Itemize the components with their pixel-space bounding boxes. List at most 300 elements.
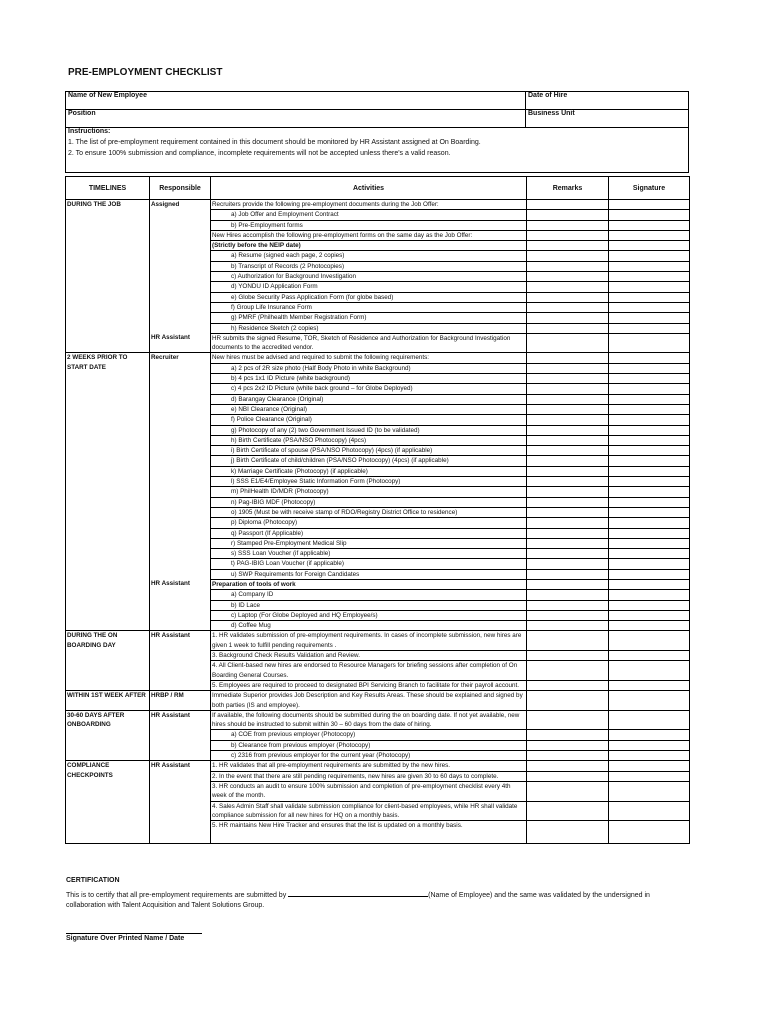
timeline-cell: COMPLIANCE CHECKPOINTS (66, 761, 150, 844)
table-row (66, 730, 690, 740)
responsible-cell (150, 621, 211, 631)
timeline-cell: WITHIN 1ST WEEK AFTER (66, 691, 150, 711)
responsible-cell (150, 801, 211, 821)
activity-cell: u) SWP Requirements for Foreign Candidates (211, 569, 527, 579)
table-row (66, 497, 690, 507)
activity-cell: c) Laptop (For Globe Deployed and HQ Employee/s) (211, 610, 527, 620)
table-row (66, 771, 690, 781)
employee-header-table (65, 91, 689, 173)
responsible-cell (150, 821, 211, 844)
signature-cell[interactable] (609, 549, 690, 559)
employee-name-label: Name of New Employee (68, 92, 147, 99)
remarks-cell[interactable] (527, 487, 609, 497)
table-row (66, 446, 690, 456)
table-row (66, 210, 690, 220)
table-row (66, 761, 690, 771)
activity-cell: a) Company ID (211, 590, 527, 600)
signature-cell[interactable] (609, 384, 690, 394)
signature-cell[interactable] (609, 456, 690, 466)
responsible-cell (150, 610, 211, 620)
remarks-cell[interactable] (527, 374, 609, 384)
signature-cell[interactable] (609, 600, 690, 610)
remarks-cell[interactable] (527, 569, 609, 579)
column-header-activities: Activities (211, 177, 527, 200)
responsible-cell (150, 466, 211, 476)
table-row (66, 384, 690, 394)
table-row (66, 590, 690, 600)
activity-cell: s) SSS Loan Voucher (if applicable) (211, 549, 527, 559)
timeline-cell: DURING THE JOB (66, 200, 150, 353)
table-row (66, 261, 690, 271)
signature-cell[interactable] (609, 292, 690, 302)
signature-cell[interactable] (609, 446, 690, 456)
remarks-cell[interactable] (527, 241, 609, 251)
activity-cell: 5. Employees are required to proceed to designated BPI Servicing Branch to facilitate for their payroll account. (211, 680, 527, 690)
remarks-cell[interactable] (527, 740, 609, 750)
remarks-cell[interactable] (527, 261, 609, 271)
activity-cell: 4. Sales Admin Staff shall validate submission compliance for client-based employees, while HR shall validate compliance submission for all new hires for HQ on a monthly basis. (211, 801, 527, 821)
activity-cell: b) Transcript of Records (2 Photocopies) (211, 261, 527, 271)
table-row (66, 600, 690, 610)
responsible-cell (150, 210, 211, 220)
remarks-cell[interactable] (527, 590, 609, 600)
responsible-cell (150, 394, 211, 404)
activity-cell: o) 1905 (Must be with receive stamp of RDO/Registry District Office to residence) (211, 507, 527, 517)
activity-cell: g) PMRF (Philhealth Member Registration Form) (211, 313, 527, 323)
responsible-cell: HR Assistant (151, 580, 190, 588)
responsible-cell: HR Assistant (150, 761, 211, 771)
signature-cell[interactable] (609, 333, 690, 353)
responsible-cell (150, 781, 211, 801)
remarks-cell[interactable] (527, 384, 609, 394)
signature-cell[interactable] (609, 569, 690, 579)
table-row (66, 251, 690, 261)
remarks-cell[interactable] (527, 251, 609, 261)
instructions-label: Instructions: (68, 128, 111, 135)
responsible-cell (150, 374, 211, 384)
activity-cell: c) Authorization for Background Investigation (211, 272, 527, 282)
column-header-timelines: TIMELINES (66, 177, 150, 200)
signature-cell[interactable] (609, 661, 690, 681)
table-row (66, 821, 690, 844)
responsible-cell: Recruiter (150, 353, 211, 363)
activity-cell: 1. HR validates that all pre-employment requirements are submitted by the new hires. (211, 761, 527, 771)
remarks-cell[interactable] (527, 497, 609, 507)
responsible-cell (150, 771, 211, 781)
remarks-cell[interactable] (527, 313, 609, 323)
responsible-cell (150, 497, 211, 507)
table-row (66, 292, 690, 302)
table-row (66, 661, 690, 681)
signature-cell[interactable] (609, 323, 690, 333)
position-label: Position (68, 110, 96, 117)
responsible-cell (150, 363, 211, 373)
remarks-cell[interactable] (527, 751, 609, 761)
activity-cell: t) PAG-IBIG Loan Voucher (if applicable) (211, 559, 527, 569)
signature-cell[interactable] (609, 801, 690, 821)
activity-cell: p) Diploma (Photocopy) (211, 518, 527, 528)
responsible-cell (150, 323, 211, 333)
remarks-cell[interactable] (527, 528, 609, 538)
signature-cell[interactable] (609, 353, 690, 363)
remarks-cell[interactable] (527, 353, 609, 363)
remarks-cell[interactable] (527, 272, 609, 282)
activity-cell: e) Globe Security Pass Application Form (for globe based) (211, 292, 527, 302)
responsible-cell (150, 384, 211, 394)
responsible-cell: HR Assistant (151, 334, 190, 342)
activity-cell: i) Birth Certificate of spouse (PSA/NSO Photocopy) (4pcs) (if applicable) (211, 446, 527, 456)
signature-cell[interactable] (609, 821, 690, 844)
remarks-cell[interactable] (527, 559, 609, 569)
activity-cell: h) Residence Sketch (2 copies) (211, 323, 527, 333)
date-of-hire-field[interactable] (526, 92, 689, 110)
activity-cell: j) Birth Certificate of child/children (PSA/NSO Photocopy) (4pcs) (if applicable) (211, 456, 527, 466)
signature-cell[interactable] (609, 610, 690, 620)
activity-cell: Preparation of tools of work (211, 579, 527, 589)
table-row (66, 363, 690, 373)
activity-cell: a) COE from previous employer (Photocopy) (211, 730, 527, 740)
signature-cell[interactable] (609, 435, 690, 445)
remarks-cell[interactable] (527, 425, 609, 435)
responsible-cell (150, 302, 211, 312)
table-row (66, 415, 690, 425)
table-row (66, 631, 690, 651)
activity-cell: 3. Background Check Results Validation and Review. (211, 651, 527, 661)
responsible-cell (150, 487, 211, 497)
page-title: PRE-EMPLOYMENT CHECKLIST (68, 67, 223, 78)
table-row (66, 751, 690, 761)
remarks-cell[interactable] (527, 631, 609, 651)
remarks-cell[interactable] (527, 230, 609, 240)
table-row (66, 230, 690, 240)
remarks-cell[interactable] (527, 600, 609, 610)
signature-cell[interactable] (609, 261, 690, 271)
signature-cell[interactable] (609, 477, 690, 487)
remarks-cell[interactable] (527, 538, 609, 548)
remarks-cell[interactable] (527, 363, 609, 373)
remarks-cell[interactable] (527, 579, 609, 589)
signature-cell[interactable] (609, 771, 690, 781)
signature-cell[interactable] (609, 528, 690, 538)
responsible-cell (150, 528, 211, 538)
remarks-cell[interactable] (527, 710, 609, 730)
signature-cell[interactable] (609, 466, 690, 476)
table-row (66, 680, 690, 690)
table-row (66, 272, 690, 282)
remarks-cell[interactable] (527, 610, 609, 620)
responsible-cell (150, 261, 211, 271)
table-row (66, 353, 690, 363)
responsible-cell (150, 730, 211, 740)
remarks-cell[interactable] (527, 771, 609, 781)
signature-cell[interactable] (609, 200, 690, 210)
signature-cell[interactable] (609, 761, 690, 771)
employee-name-blank[interactable] (288, 889, 428, 897)
remarks-cell[interactable] (527, 394, 609, 404)
activity-cell: New hires must be advised and required to submit the following requirements: (211, 353, 527, 363)
signature-cell[interactable] (609, 710, 690, 730)
signature-cell[interactable] (609, 282, 690, 292)
signature-cell[interactable] (609, 302, 690, 312)
signature-line[interactable] (66, 933, 202, 934)
remarks-cell[interactable] (527, 477, 609, 487)
remarks-cell[interactable] (527, 435, 609, 445)
remarks-cell[interactable] (527, 220, 609, 230)
table-row (66, 282, 690, 292)
responsible-cell (150, 435, 211, 445)
signature-cell[interactable] (609, 394, 690, 404)
remarks-cell[interactable] (527, 661, 609, 681)
signature-label: Signature Over Printed Name / Date (66, 935, 185, 942)
certification-text (66, 889, 666, 911)
table-row (66, 477, 690, 487)
activity-cell: g) Photocopy of any (2) two Government Issued ID (to be validated) (211, 425, 527, 435)
responsible-cell (150, 507, 211, 517)
responsible-cell (150, 518, 211, 528)
column-header-responsible: Responsible (150, 177, 211, 200)
responsible-cell (150, 230, 211, 240)
table-row (66, 801, 690, 821)
activity-cell: New Hires accomplish the following pre-employment forms on the same day as the Job Offer: (211, 230, 527, 240)
table-row (66, 710, 690, 730)
table-row (66, 507, 690, 517)
remarks-cell[interactable] (527, 691, 609, 711)
activity-cell: d) Barangay Clearance (Original) (211, 394, 527, 404)
activity-cell: m) PhilHealth ID/MDR (Photocopy) (211, 487, 527, 497)
table-row (66, 333, 690, 353)
signature-cell[interactable] (609, 680, 690, 690)
table-row (66, 487, 690, 497)
remarks-cell[interactable] (527, 549, 609, 559)
table-row (66, 538, 690, 548)
responsible-cell (150, 292, 211, 302)
table-row (66, 518, 690, 528)
table-row (66, 781, 690, 801)
activity-cell: c) 2316 from previous employer for the current year (Photocopy) (211, 751, 527, 761)
table-row (66, 425, 690, 435)
table-row (66, 456, 690, 466)
responsible-cell (150, 651, 211, 661)
instruction-1: 1. The list of pre-employment requirement contained in this document should be monitored by HR Assistant assigned at On Boarding. (68, 139, 481, 146)
signature-cell[interactable] (609, 241, 690, 251)
responsible-cell (150, 415, 211, 425)
remarks-cell[interactable] (527, 761, 609, 771)
activity-cell: 4. All Client-based new hires are endorsed to Resource Managers for briefing sessions after completion of On Boarding General Courses. (211, 661, 527, 681)
activity-cell: d) Coffee Mug (211, 621, 527, 631)
remarks-cell[interactable] (527, 446, 609, 456)
column-header-signature: Signature (609, 177, 690, 200)
remarks-cell[interactable] (527, 282, 609, 292)
activity-cell: b) Clearance from previous employer (Photocopy) (211, 740, 527, 750)
activity-cell: HR submits the signed Resume, TOR, Sketch of Residence and Authorization for Background Investigation documents to the accredited vendor. (211, 333, 527, 353)
table-row (66, 740, 690, 750)
remarks-cell[interactable] (527, 821, 609, 844)
table-row (66, 323, 690, 333)
responsible-cell (150, 740, 211, 750)
activity-cell: b) ID Lace (211, 600, 527, 610)
remarks-cell[interactable] (527, 730, 609, 740)
signature-cell[interactable] (609, 507, 690, 517)
responsible-cell (150, 272, 211, 282)
activity-cell: h) Birth Certificate (PSA/NSO Photocopy) (4pcs) (211, 435, 527, 445)
column-header-remarks: Remarks (527, 177, 609, 200)
activity-cell: (Strictly before the NEIP date) (211, 241, 527, 251)
instructions-block (66, 128, 689, 173)
activity-cell: e) NBI Clearance (Original) (211, 404, 527, 414)
date-of-hire-label: Date of Hire (528, 92, 568, 99)
activity-cell: d) YONDU ID Application Form (211, 282, 527, 292)
remarks-cell[interactable] (527, 456, 609, 466)
table-row (66, 549, 690, 559)
remarks-cell[interactable] (527, 781, 609, 801)
activity-cell: c) 4 pcs 2x2 ID Picture (white back ground – for Globe Deployed) (211, 384, 527, 394)
remarks-cell[interactable] (527, 302, 609, 312)
signature-cell[interactable] (609, 518, 690, 528)
activity-cell: q) Passport (If Applicable) (211, 528, 527, 538)
responsible-cell (150, 220, 211, 230)
activity-cell: Immediate Superior provides Job Description and Key Results Areas. These should be explained and signed by both parties (IS and employee). (211, 691, 527, 711)
signature-cell[interactable] (609, 230, 690, 240)
responsible-cell (150, 477, 211, 487)
activity-cell: 5. HR maintains New Hire Tracker and ensures that the list is updated on a monthly basis. (211, 821, 527, 844)
signature-cell[interactable] (609, 730, 690, 740)
signature-cell[interactable] (609, 651, 690, 661)
position-field[interactable] (66, 110, 526, 128)
table-row (66, 394, 690, 404)
signature-cell[interactable] (609, 538, 690, 548)
signature-cell[interactable] (609, 313, 690, 323)
remarks-cell[interactable] (527, 415, 609, 425)
signature-cell[interactable] (609, 363, 690, 373)
remarks-cell[interactable] (527, 292, 609, 302)
activity-cell: k) Marriage Certificate (Photocopy) (if applicable) (211, 466, 527, 476)
signature-cell[interactable] (609, 487, 690, 497)
responsible-cell (150, 425, 211, 435)
remarks-cell[interactable] (527, 507, 609, 517)
table-row (66, 220, 690, 230)
responsible-cell (150, 559, 211, 569)
signature-cell[interactable] (609, 631, 690, 651)
remarks-cell[interactable] (527, 651, 609, 661)
signature-cell[interactable] (609, 251, 690, 261)
responsible-cell (150, 751, 211, 761)
activity-cell: 1. HR validates submission of pre-employment requirements. In cases of incomplete submission, new hires are given 1 week to fulfill pending requirements . (211, 631, 527, 651)
business-unit-field[interactable] (526, 110, 689, 128)
responsible-cell (150, 549, 211, 559)
activity-cell: a) Job Offer and Employment Contract (211, 210, 527, 220)
signature-cell[interactable] (609, 781, 690, 801)
remarks-cell[interactable] (527, 323, 609, 333)
signature-cell[interactable] (609, 210, 690, 220)
responsible-cell (150, 404, 211, 414)
table-row (66, 691, 690, 711)
table-row (66, 528, 690, 538)
signature-cell[interactable] (609, 740, 690, 750)
activity-cell: If available, the following documents should be submitted during the on boarding date. If not yet available, new hires should be instructed to submit within 30 – 60 days from the date of hiring. (211, 710, 527, 730)
responsible-cell (150, 456, 211, 466)
activity-cell: a) 2 pcs of 2R size photo (Half Body Photo in white Background) (211, 363, 527, 373)
signature-cell[interactable] (609, 415, 690, 425)
business-unit-label: Business Unit (528, 110, 575, 117)
responsible-cell: Assigned (150, 200, 211, 210)
activity-cell: a) Resume (signed each page, 2 copies) (211, 251, 527, 261)
responsible-cell (150, 590, 211, 600)
certification-text-b: (Name of Employee) and the same was validated by the undersigned in collaboration with Talent Acquisition and Talent Solutions Group. (66, 892, 650, 909)
responsible-cell (150, 241, 211, 251)
remarks-cell[interactable] (527, 200, 609, 210)
responsible-cell (150, 569, 211, 579)
signature-cell[interactable] (609, 621, 690, 631)
signature-cell[interactable] (609, 404, 690, 414)
signature-cell[interactable] (609, 272, 690, 282)
signature-cell[interactable] (609, 497, 690, 507)
remarks-cell[interactable] (527, 466, 609, 476)
activity-cell: l) SSS E1/E4/Employee Static Information Form (Photocopy) (211, 477, 527, 487)
activity-cell: f) Police Clearance (Original) (211, 415, 527, 425)
table-row (66, 404, 690, 414)
activity-cell: r) Stamped Pre-Employment Medical Slip (211, 538, 527, 548)
activity-cell: n) Pag-IBIG MDF (Photocopy) (211, 497, 527, 507)
timeline-cell: DURING THE ON BOARDING DAY (66, 631, 150, 691)
activity-cell: 3. HR conducts an audit to ensure 100% submission and completion of pre-employment checklist every 4th week of the month. (211, 781, 527, 801)
timeline-cell: 2 WEEKS PRIOR TO START DATE (66, 353, 150, 631)
signature-cell[interactable] (609, 220, 690, 230)
table-row (66, 200, 690, 210)
signature-cell[interactable] (609, 691, 690, 711)
certification-text-a: This is to certify that all pre-employment requirements are submitted by (66, 892, 289, 899)
instruction-2: 2. To ensure 100% submission and compliance, incomplete requirements will not be accepted unless there's a valid reason. (68, 150, 451, 157)
signature-cell[interactable] (609, 579, 690, 589)
remarks-cell[interactable] (527, 404, 609, 414)
remarks-cell[interactable] (527, 210, 609, 220)
responsible-cell (150, 251, 211, 261)
table-row (66, 435, 690, 445)
signature-cell[interactable] (609, 374, 690, 384)
responsible-cell (150, 446, 211, 456)
responsible-cell (150, 313, 211, 323)
remarks-cell[interactable] (527, 518, 609, 528)
table-row (66, 466, 690, 476)
table-row (66, 302, 690, 312)
remarks-cell[interactable] (527, 680, 609, 690)
responsible-cell (150, 600, 211, 610)
activity-cell: b) 4 pcs 1x1 ID Picture (white background) (211, 374, 527, 384)
signature-cell[interactable] (609, 559, 690, 569)
table-row (66, 241, 690, 251)
table-row (66, 579, 690, 589)
responsible-cell: HRBP / RM (150, 691, 211, 711)
responsible-cell (150, 680, 211, 690)
table-row (66, 621, 690, 631)
remarks-cell[interactable] (527, 333, 609, 353)
table-row (66, 559, 690, 569)
table-row (66, 651, 690, 661)
responsible-cell: HR Assistant (150, 631, 211, 651)
timeline-cell: 30-60 DAYS AFTER ONBOARDING (66, 710, 150, 760)
remarks-cell[interactable] (527, 801, 609, 821)
responsible-cell (150, 282, 211, 292)
responsible-cell: HR Assistant (150, 710, 211, 730)
signature-cell[interactable] (609, 751, 690, 761)
table-row (66, 313, 690, 323)
table-row (66, 610, 690, 620)
employee-name-field[interactable] (66, 92, 526, 110)
certification-title: CERTIFICATION (66, 877, 120, 884)
signature-cell[interactable] (609, 425, 690, 435)
responsible-cell (150, 538, 211, 548)
remarks-cell[interactable] (527, 621, 609, 631)
signature-cell[interactable] (609, 590, 690, 600)
